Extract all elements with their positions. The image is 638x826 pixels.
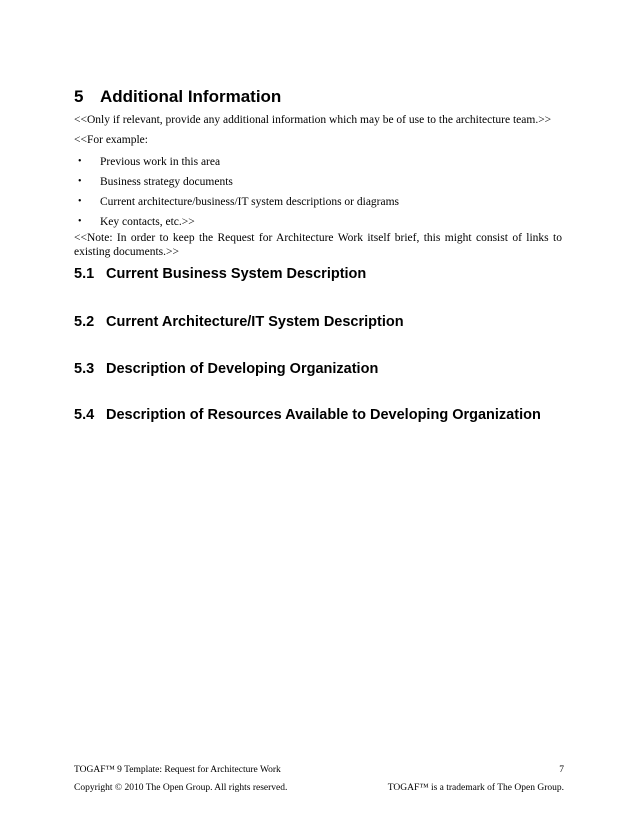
subsection-title: Current Architecture/IT System Description (106, 314, 404, 330)
list-item (74, 212, 399, 232)
subsection-heading (74, 265, 366, 283)
footer-doc-title: TOGAF™ 9 Template: Request for Architecture Work (74, 765, 281, 775)
bullet-icon: • (78, 196, 82, 207)
subsection-heading (74, 360, 378, 378)
example-lead: <<For example: (74, 134, 148, 146)
subsection-number: 5.4 (74, 407, 95, 423)
footer-copyright: Copyright © 2010 The Open Group. All rights reserved. (74, 783, 288, 793)
example-bullet-list (74, 152, 399, 232)
subsection-title: Description of Developing Organization (106, 361, 379, 377)
list-item (74, 192, 399, 212)
subsection-heading (74, 406, 541, 424)
list-item-text: Previous work in this area (100, 156, 221, 168)
list-item-text: Current architecture/business/IT system descriptions or diagrams (100, 196, 400, 208)
list-item (74, 152, 399, 172)
section-heading (74, 87, 281, 107)
subsection-title: Description of Resources Available to Developing Organization (106, 407, 541, 423)
section-number: 5 (74, 87, 84, 106)
list-item (74, 172, 399, 192)
footer-trademark: TOGAF™ is a trademark of The Open Group. (387, 783, 564, 793)
bullet-icon: • (78, 216, 82, 227)
subsection-heading (74, 313, 404, 331)
list-item-text: Business strategy documents (100, 176, 233, 188)
subsection-number: 5.1 (74, 266, 95, 282)
note-paragraph: <<Note: In order to keep the Request for Architecture Work itself brief, this might consist of links to existing documents.>> (74, 232, 562, 258)
bullet-icon: • (78, 176, 82, 187)
list-item-text: Key contacts, etc.>> (100, 216, 195, 228)
subsection-number: 5.3 (74, 361, 95, 377)
section-title: Additional Information (100, 87, 282, 106)
intro-paragraph: <<Only if relevant, provide any additional information which may be of use to the architecture team.>> (74, 114, 552, 126)
footer-page-number: 7 (559, 765, 564, 775)
bullet-icon: • (78, 156, 82, 167)
subsection-title: Current Business System Description (106, 266, 367, 282)
subsection-number: 5.2 (74, 314, 95, 330)
